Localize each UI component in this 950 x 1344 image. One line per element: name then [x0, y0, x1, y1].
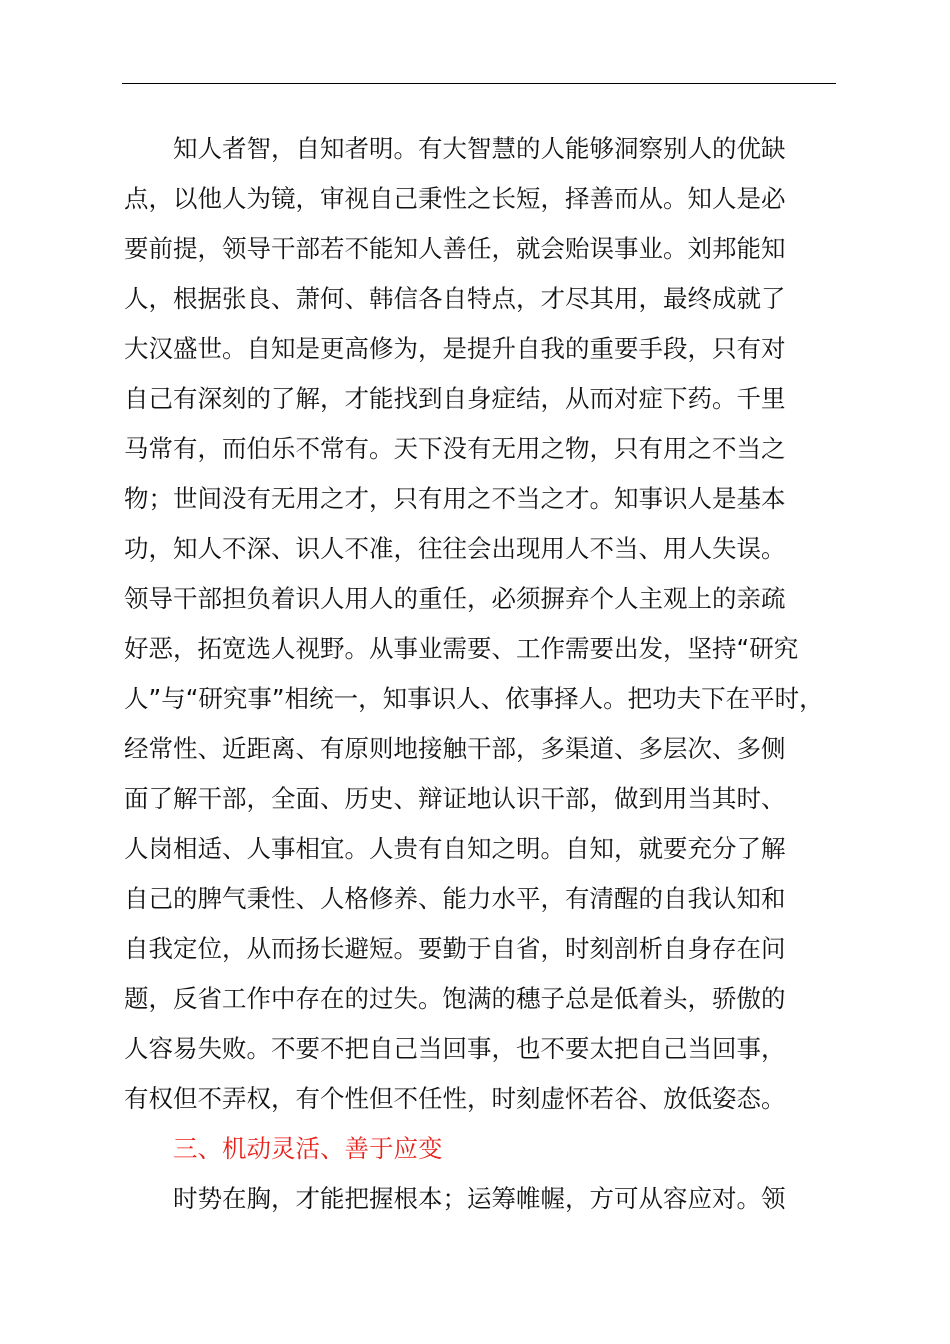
- paragraph-2: [124, 1174, 836, 1224]
- text-line: 大汉盛世。自知是更高修为，是提升自我的重要手段，只有对: [124, 334, 786, 363]
- document-body: [124, 124, 836, 1224]
- text-line: 人容易失败。不要不把自己当回事，也不要太把自己当回事，: [124, 1034, 786, 1063]
- text-line: 要前提，领导干部若不能知人善任，就会贻误事业。刘邦能知: [124, 234, 786, 263]
- text-line: 自我定位，从而扬长避短。要勤于自省，时刻剖析自身存在问: [124, 934, 786, 963]
- text-line: 有权但不弄权，有个性但不任性，时刻虚怀若谷、放低姿态。: [124, 1084, 786, 1113]
- text-line: 自己的脾气秉性、人格修养、能力水平，有清醒的自我认知和: [124, 884, 786, 913]
- text-line: 人岗相适、人事相宜。人贵有自知之明。自知，就要充分了解: [124, 834, 786, 863]
- text-line: 知人者智，自知者明。有大智慧的人能够洞察别人的优缺: [173, 134, 786, 163]
- text-line: 人，根据张良、萧何、韩信各自特点，才尽其用，最终成就了: [124, 284, 786, 313]
- section-heading: 三、机动灵活、善于应变: [173, 1134, 443, 1163]
- text-line: 经常性、近距离、有原则地接触干部，多渠道、多层次、多侧: [124, 734, 786, 763]
- text-line: 题，反省工作中存在的过失。饱满的穗子总是低着头，骄傲的: [124, 984, 786, 1013]
- text-line: 人”与“研究事”相统一，知事识人、依事择人。把功夫下在平时，: [124, 684, 824, 713]
- text-line: 马常有，而伯乐不常有。天下没有无用之物，只有用之不当之: [124, 434, 786, 463]
- text-line: 好恶，拓宽选人视野。从事业需要、工作需要出发，坚持“研究: [124, 634, 799, 663]
- paragraph-1: [124, 124, 836, 1124]
- text-line: 点，以他人为镜，审视自己秉性之长短，择善而从。知人是必: [124, 184, 786, 213]
- text-line: 物；世间没有无用之才，只有用之不当之才。知事识人是基本: [124, 484, 786, 513]
- header-rule: [122, 83, 836, 84]
- text-line: 时势在胸，才能把握根本；运筹帷幄，方可从容应对。领: [173, 1184, 786, 1213]
- text-line: 领导干部担负着识人用人的重任，必须摒弃个人主观上的亲疏: [124, 584, 786, 613]
- text-line: 面了解干部，全面、历史、辩证地认识干部，做到用当其时、: [124, 784, 786, 813]
- text-line: 自己有深刻的了解，才能找到自身症结，从而对症下药。千里: [124, 384, 786, 413]
- text-line: 功，知人不深、识人不准，往往会出现用人不当、用人失误。: [124, 534, 786, 563]
